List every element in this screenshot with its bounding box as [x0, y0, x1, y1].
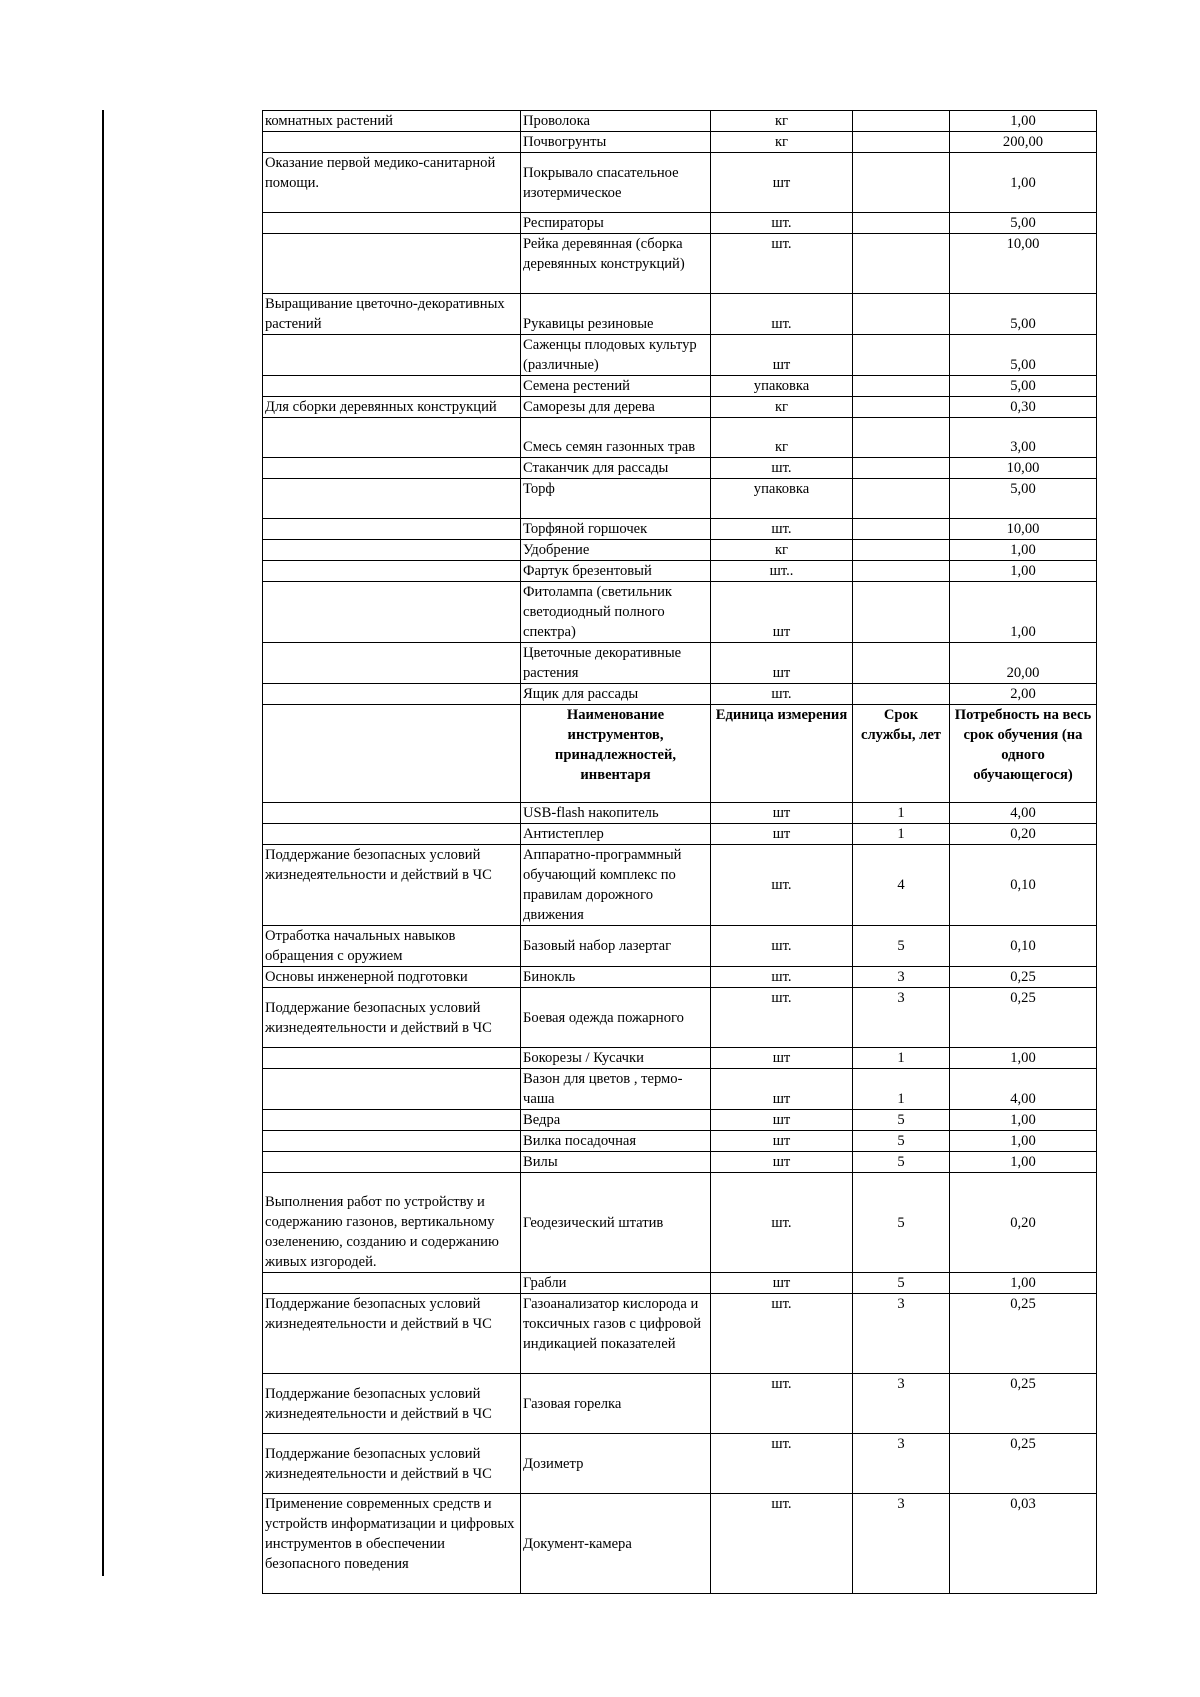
- item-name-cell: Удобрение: [521, 540, 711, 561]
- unit-cell: шт.: [711, 458, 853, 479]
- unit-cell: шт.: [711, 1173, 853, 1273]
- activity-cell: Поддержание безопасных условий жизнедеятельности и действий в ЧС: [263, 1294, 521, 1374]
- service-life-cell: [853, 479, 950, 519]
- service-life-cell: [853, 458, 950, 479]
- table-row: [263, 234, 1097, 294]
- item-name-cell: Вилка посадочная: [521, 1131, 711, 1152]
- item-name-cell: Вилы: [521, 1152, 711, 1173]
- requirement-cell: 1,00: [950, 540, 1097, 561]
- item-name-cell: Рукавицы резиновые: [521, 294, 711, 335]
- unit-cell: кг: [711, 111, 853, 132]
- requirement-cell: 0,30: [950, 397, 1097, 418]
- service-life-cell: [853, 397, 950, 418]
- service-life-cell: 5: [853, 926, 950, 967]
- activity-cell: [263, 1131, 521, 1152]
- activity-cell: Поддержание безопасных условий жизнедеятельности и действий в ЧС: [263, 1434, 521, 1494]
- requirement-cell: 0,20: [950, 1173, 1097, 1273]
- service-life-cell: 4: [853, 845, 950, 926]
- unit-cell: шт.: [711, 294, 853, 335]
- item-name-cell: Боевая одежда пожарного: [521, 988, 711, 1048]
- item-name-cell: Аппаратно-программный обучающий комплекс по правилам дорожного движения: [521, 845, 711, 926]
- table-row: [263, 684, 1097, 705]
- requirement-cell: 4,00: [950, 803, 1097, 824]
- service-life-cell: 1: [853, 803, 950, 824]
- activity-cell: Отработка начальных навыков обращения с оружием: [263, 926, 521, 967]
- inventory-table: [262, 110, 1097, 1594]
- unit-cell: шт.: [711, 1294, 853, 1374]
- requirement-cell: 0,25: [950, 1434, 1097, 1494]
- header-name: Наименование инструментов, принадлежностей, инвентаря: [521, 705, 711, 803]
- service-life-cell: [853, 153, 950, 213]
- requirement-cell: 5,00: [950, 376, 1097, 397]
- service-life-cell: [853, 418, 950, 458]
- table-row: [263, 294, 1097, 335]
- requirement-cell: 1,00: [950, 1273, 1097, 1294]
- service-life-cell: 3: [853, 1494, 950, 1594]
- activity-cell: Выполнения работ по устройству и содержанию газонов, вертикальному озеленению, созданию и содержанию живых изгородей.: [263, 1173, 521, 1273]
- table-row: [263, 1494, 1097, 1594]
- service-life-cell: 3: [853, 1374, 950, 1434]
- activity-cell: [263, 540, 521, 561]
- activity-cell: [263, 376, 521, 397]
- unit-cell: кг: [711, 418, 853, 458]
- activity-cell: [263, 335, 521, 376]
- activity-cell: Основы инженерной подготовки: [263, 967, 521, 988]
- header-life: Срок службы, лет: [853, 705, 950, 803]
- item-name-cell: Ящик для рассады: [521, 684, 711, 705]
- requirement-cell: 1,00: [950, 1131, 1097, 1152]
- unit-cell: кг: [711, 540, 853, 561]
- item-name-cell: Фитолампа (светильник светодиодный полного спектра): [521, 582, 711, 643]
- table-row: [263, 153, 1097, 213]
- item-name-cell: Саженцы плодовых культур (различные): [521, 335, 711, 376]
- item-name-cell: Респираторы: [521, 213, 711, 234]
- item-name-cell: Ведра: [521, 1110, 711, 1131]
- table-row: [263, 643, 1097, 684]
- item-name-cell: Геодезический штатив: [521, 1173, 711, 1273]
- unit-cell: шт.: [711, 967, 853, 988]
- unit-cell: кг: [711, 132, 853, 153]
- activity-cell: [263, 561, 521, 582]
- table-row: [263, 1434, 1097, 1494]
- item-name-cell: Газовая горелка: [521, 1374, 711, 1434]
- service-life-cell: 1: [853, 824, 950, 845]
- requirement-cell: 1,00: [950, 582, 1097, 643]
- service-life-cell: [853, 335, 950, 376]
- service-life-cell: 3: [853, 967, 950, 988]
- activity-cell: Для сборки деревянных конструкций: [263, 397, 521, 418]
- unit-cell: шт.: [711, 988, 853, 1048]
- item-name-cell: Базовый набор лазертаг: [521, 926, 711, 967]
- header-need: Потребность на весь срок обучения (на одного обучающегося): [950, 705, 1097, 803]
- item-name-cell: Торф: [521, 479, 711, 519]
- unit-cell: шт: [711, 643, 853, 684]
- service-life-cell: 5: [853, 1273, 950, 1294]
- table-row: [263, 967, 1097, 988]
- table-row: [263, 1069, 1097, 1110]
- requirement-cell: 1,00: [950, 1048, 1097, 1069]
- activity-cell: Применение современных средств и устройств информатизации и цифровых инструментов в обеспечении безопасного поведения: [263, 1494, 521, 1594]
- requirement-cell: 0,03: [950, 1494, 1097, 1594]
- service-life-cell: [853, 376, 950, 397]
- activity-cell: Выращивание цветочно-декоративных растений: [263, 294, 521, 335]
- item-name-cell: Стаканчик для рассады: [521, 458, 711, 479]
- activity-cell: Поддержание безопасных условий жизнедеятельности и действий в ЧС: [263, 845, 521, 926]
- requirement-cell: 5,00: [950, 213, 1097, 234]
- unit-cell: шт: [711, 335, 853, 376]
- item-name-cell: Дозиметр: [521, 1434, 711, 1494]
- activity-cell: [263, 684, 521, 705]
- activity-cell: [263, 479, 521, 519]
- service-life-cell: [853, 643, 950, 684]
- unit-cell: шт: [711, 1131, 853, 1152]
- activity-cell: Поддержание безопасных условий жизнедеятельности и действий в ЧС: [263, 1374, 521, 1434]
- unit-cell: шт.: [711, 1494, 853, 1594]
- unit-cell: шт: [711, 1048, 853, 1069]
- service-life-cell: [853, 111, 950, 132]
- table-row: [263, 1273, 1097, 1294]
- item-name-cell: Фартук брезентовый: [521, 561, 711, 582]
- activity-cell: [263, 1048, 521, 1069]
- table-row: [263, 111, 1097, 132]
- table-row: [263, 519, 1097, 540]
- requirement-cell: 200,00: [950, 132, 1097, 153]
- table-row: [263, 803, 1097, 824]
- materials-section: [263, 111, 1097, 705]
- service-life-cell: 1: [853, 1069, 950, 1110]
- table-row: [263, 540, 1097, 561]
- requirement-cell: 1,00: [950, 1152, 1097, 1173]
- requirement-cell: 10,00: [950, 519, 1097, 540]
- activity-cell: [263, 213, 521, 234]
- item-name-cell: Цветочные декоративные растения: [521, 643, 711, 684]
- service-life-cell: 3: [853, 988, 950, 1048]
- requirement-cell: 1,00: [950, 153, 1097, 213]
- activity-cell: [263, 234, 521, 294]
- unit-cell: шт..: [711, 561, 853, 582]
- margin-rule: [102, 110, 104, 1576]
- item-name-cell: Документ-камера: [521, 1494, 711, 1594]
- unit-cell: шт.: [711, 926, 853, 967]
- item-name-cell: Бинокль: [521, 967, 711, 988]
- service-life-cell: [853, 294, 950, 335]
- table-row: [263, 418, 1097, 458]
- unit-cell: шт: [711, 824, 853, 845]
- unit-cell: шт.: [711, 213, 853, 234]
- service-life-cell: 5: [853, 1173, 950, 1273]
- activity-cell: [263, 458, 521, 479]
- table-row: [263, 335, 1097, 376]
- service-life-cell: [853, 519, 950, 540]
- item-name-cell: Покрывало спасательное изотермическое: [521, 153, 711, 213]
- service-life-cell: [853, 234, 950, 294]
- item-name-cell: Бокорезы / Кусачки: [521, 1048, 711, 1069]
- service-life-cell: [853, 561, 950, 582]
- unit-cell: шт.: [711, 684, 853, 705]
- activity-cell: [263, 643, 521, 684]
- table-row: [263, 1173, 1097, 1273]
- unit-cell: упаковка: [711, 376, 853, 397]
- requirement-cell: 0,25: [950, 967, 1097, 988]
- tools-header-row: [263, 705, 1097, 803]
- table-row: [263, 1294, 1097, 1374]
- requirement-cell: 0,25: [950, 1374, 1097, 1434]
- unit-cell: кг: [711, 397, 853, 418]
- service-life-cell: [853, 213, 950, 234]
- table-row: [263, 988, 1097, 1048]
- table-row: [263, 582, 1097, 643]
- activity-cell: комнатных растений: [263, 111, 521, 132]
- table-row: [263, 132, 1097, 153]
- requirement-cell: 10,00: [950, 458, 1097, 479]
- service-life-cell: 5: [853, 1152, 950, 1173]
- tools-section: [263, 803, 1097, 1594]
- service-life-cell: [853, 540, 950, 561]
- table-row: [263, 561, 1097, 582]
- activity-cell: [263, 1152, 521, 1173]
- activity-cell: [263, 132, 521, 153]
- unit-cell: шт: [711, 153, 853, 213]
- item-name-cell: Рейка деревянная (сборка деревянных конструкций): [521, 234, 711, 294]
- table-row: [263, 479, 1097, 519]
- unit-cell: шт.: [711, 1374, 853, 1434]
- service-life-cell: 5: [853, 1110, 950, 1131]
- header-unit: Единица измерения: [711, 705, 853, 803]
- requirement-cell: 10,00: [950, 234, 1097, 294]
- table-row: [263, 213, 1097, 234]
- tools-header-section: [263, 705, 1097, 803]
- table-row: [263, 1152, 1097, 1173]
- item-name-cell: Смесь семян газонных трав: [521, 418, 711, 458]
- table-row: [263, 824, 1097, 845]
- table-row: [263, 1110, 1097, 1131]
- requirement-cell: 5,00: [950, 479, 1097, 519]
- activity-cell: [263, 803, 521, 824]
- item-name-cell: Антистеплер: [521, 824, 711, 845]
- activity-cell: [263, 418, 521, 458]
- requirement-cell: 0,10: [950, 845, 1097, 926]
- table-row: [263, 1048, 1097, 1069]
- requirement-cell: 1,00: [950, 111, 1097, 132]
- table-row: [263, 1374, 1097, 1434]
- unit-cell: шт: [711, 1273, 853, 1294]
- unit-cell: шт: [711, 1069, 853, 1110]
- requirement-cell: 1,00: [950, 561, 1097, 582]
- requirement-cell: 4,00: [950, 1069, 1097, 1110]
- requirement-cell: 1,00: [950, 1110, 1097, 1131]
- requirement-cell: 0,10: [950, 926, 1097, 967]
- unit-cell: шт.: [711, 234, 853, 294]
- service-life-cell: [853, 684, 950, 705]
- requirement-cell: 0,25: [950, 988, 1097, 1048]
- service-life-cell: 5: [853, 1131, 950, 1152]
- item-name-cell: Семена рестений: [521, 376, 711, 397]
- requirement-cell: 5,00: [950, 294, 1097, 335]
- item-name-cell: Почвогрунты: [521, 132, 711, 153]
- requirement-cell: 2,00: [950, 684, 1097, 705]
- activity-cell: Оказание первой медико-санитарной помощи.: [263, 153, 521, 213]
- requirement-cell: 5,00: [950, 335, 1097, 376]
- item-name-cell: Вазон для цветов , термо-чаша: [521, 1069, 711, 1110]
- item-name-cell: Проволока: [521, 111, 711, 132]
- requirement-cell: 0,20: [950, 824, 1097, 845]
- item-name-cell: Грабли: [521, 1273, 711, 1294]
- service-life-cell: 3: [853, 1294, 950, 1374]
- table-row: [263, 376, 1097, 397]
- service-life-cell: [853, 132, 950, 153]
- table-row: [263, 845, 1097, 926]
- item-name-cell: Газоанализатор кислорода и токсичных газов с цифровой индикацией показателей: [521, 1294, 711, 1374]
- unit-cell: шт.: [711, 519, 853, 540]
- activity-cell: [263, 519, 521, 540]
- service-life-cell: 3: [853, 1434, 950, 1494]
- activity-cell: Поддержание безопасных условий жизнедеятельности и действий в ЧС: [263, 988, 521, 1048]
- item-name-cell: Торфяной горшочек: [521, 519, 711, 540]
- unit-cell: шт: [711, 803, 853, 824]
- unit-cell: шт: [711, 1152, 853, 1173]
- activity-cell: [263, 824, 521, 845]
- activity-cell: [263, 1110, 521, 1131]
- item-name-cell: USB-flash накопитель: [521, 803, 711, 824]
- unit-cell: шт.: [711, 845, 853, 926]
- service-life-cell: [853, 582, 950, 643]
- unit-cell: шт: [711, 1110, 853, 1131]
- activity-cell: [263, 1069, 521, 1110]
- unit-cell: упаковка: [711, 479, 853, 519]
- table-row: [263, 1131, 1097, 1152]
- requirement-cell: 3,00: [950, 418, 1097, 458]
- table-row: [263, 926, 1097, 967]
- unit-cell: шт: [711, 582, 853, 643]
- requirement-cell: 0,25: [950, 1294, 1097, 1374]
- item-name-cell: Саморезы для дерева: [521, 397, 711, 418]
- activity-cell: [263, 582, 521, 643]
- table-row: [263, 397, 1097, 418]
- requirement-cell: 20,00: [950, 643, 1097, 684]
- table-row: [263, 458, 1097, 479]
- service-life-cell: 1: [853, 1048, 950, 1069]
- header-activity-cell: [263, 705, 521, 803]
- activity-cell: [263, 1273, 521, 1294]
- unit-cell: шт.: [711, 1434, 853, 1494]
